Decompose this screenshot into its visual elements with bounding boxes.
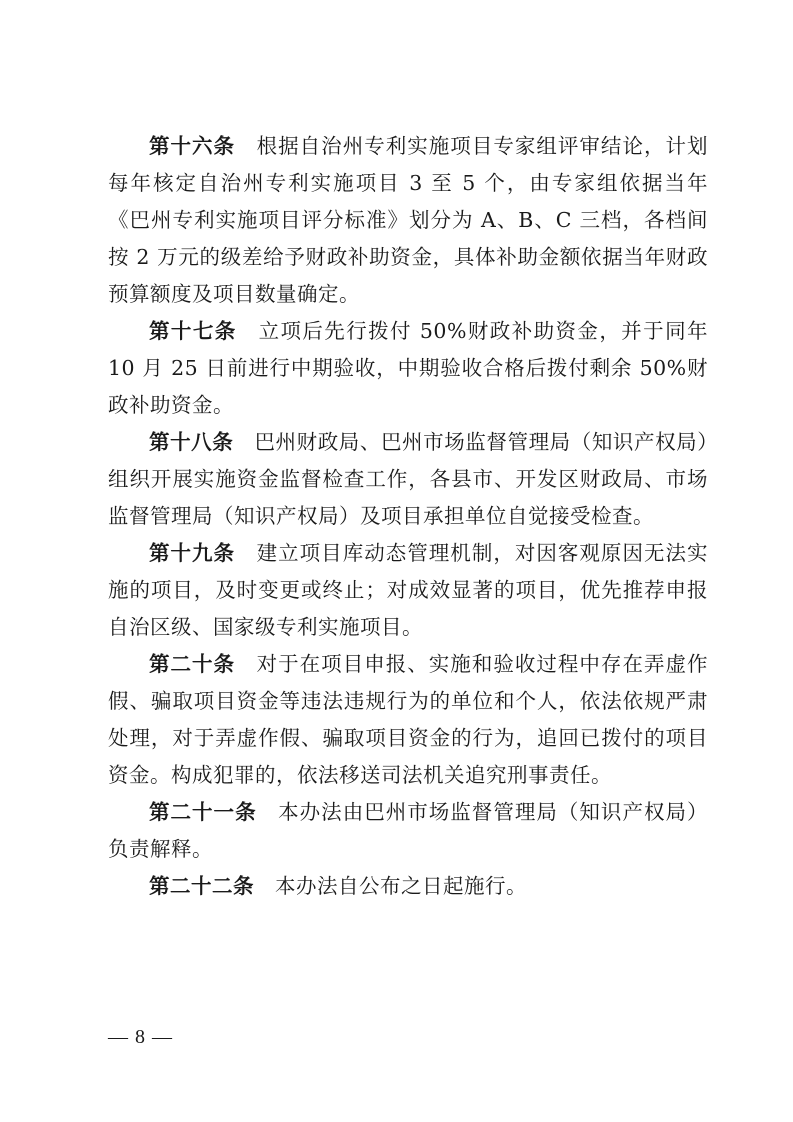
article-text: 本办法由巴州市场监督管理局（知识产权局）负责解释。: [108, 800, 709, 861]
article-text: 建立项目库动态管理机制，对因客观原因无法实施的项目，及时变更或终止；对成效显著的项目，优先推荐申报自治区级、国家级专利实施项目。: [108, 541, 709, 639]
article-text: 根据自治州专利实施项目专家组评审结论，计划每年核定自治州专利实施项目 3 至 5 个，由专家组依据当年《巴州专利实施项目评分标准》划分为 A、B、C 三档，各档间按 2 万元的级差给予财政补助资金，具体补助金额依据当年财政预算额度及项目数量确定。: [108, 134, 709, 306]
article-heading: 第二十一条: [149, 800, 257, 824]
article-21: [108, 794, 708, 868]
article-text: 对于在项目申报、实施和验收过程中存在弄虚作假、骗取项目资金等违法违规行为的单位和个人，依法依规严肃处理，对于弄虚作假、骗取项目资金的行为，追回已拨付的项目资金。构成犯罪的，依法移送司法机关追究刑事责任。: [108, 652, 709, 787]
article-heading: 第十八条: [149, 430, 234, 454]
article-17: [108, 313, 708, 424]
article-22: [108, 868, 708, 905]
article-heading: 第十七条: [149, 319, 237, 343]
article-text: 立项后先行拨付 50%财政补助资金，并于同年 10 月 25 日前进行中期验收，中期验收合格后拨付剩余 50%财政补助资金。: [108, 319, 708, 417]
article-20: [108, 646, 708, 794]
article-heading: 第十六条: [149, 134, 236, 158]
article-heading: 第十九条: [149, 541, 236, 565]
article-19: [108, 535, 708, 646]
article-text: 巴州财政局、巴州市场监督管理局（知识产权局）组织开展实施资金监督检查工作，各县市、开发区财政局、市场监督管理局（知识产权局）及项目承担单位自觉接受检查。: [108, 430, 709, 528]
article-text: 本办法自公布之日起施行。: [275, 874, 527, 898]
article-heading: 第二十条: [149, 652, 236, 676]
page-number: — 8 —: [108, 1026, 173, 1048]
article-18: [108, 424, 708, 535]
document-body: [108, 128, 708, 905]
article-16: [108, 128, 708, 313]
article-heading: 第二十二条: [149, 874, 254, 898]
